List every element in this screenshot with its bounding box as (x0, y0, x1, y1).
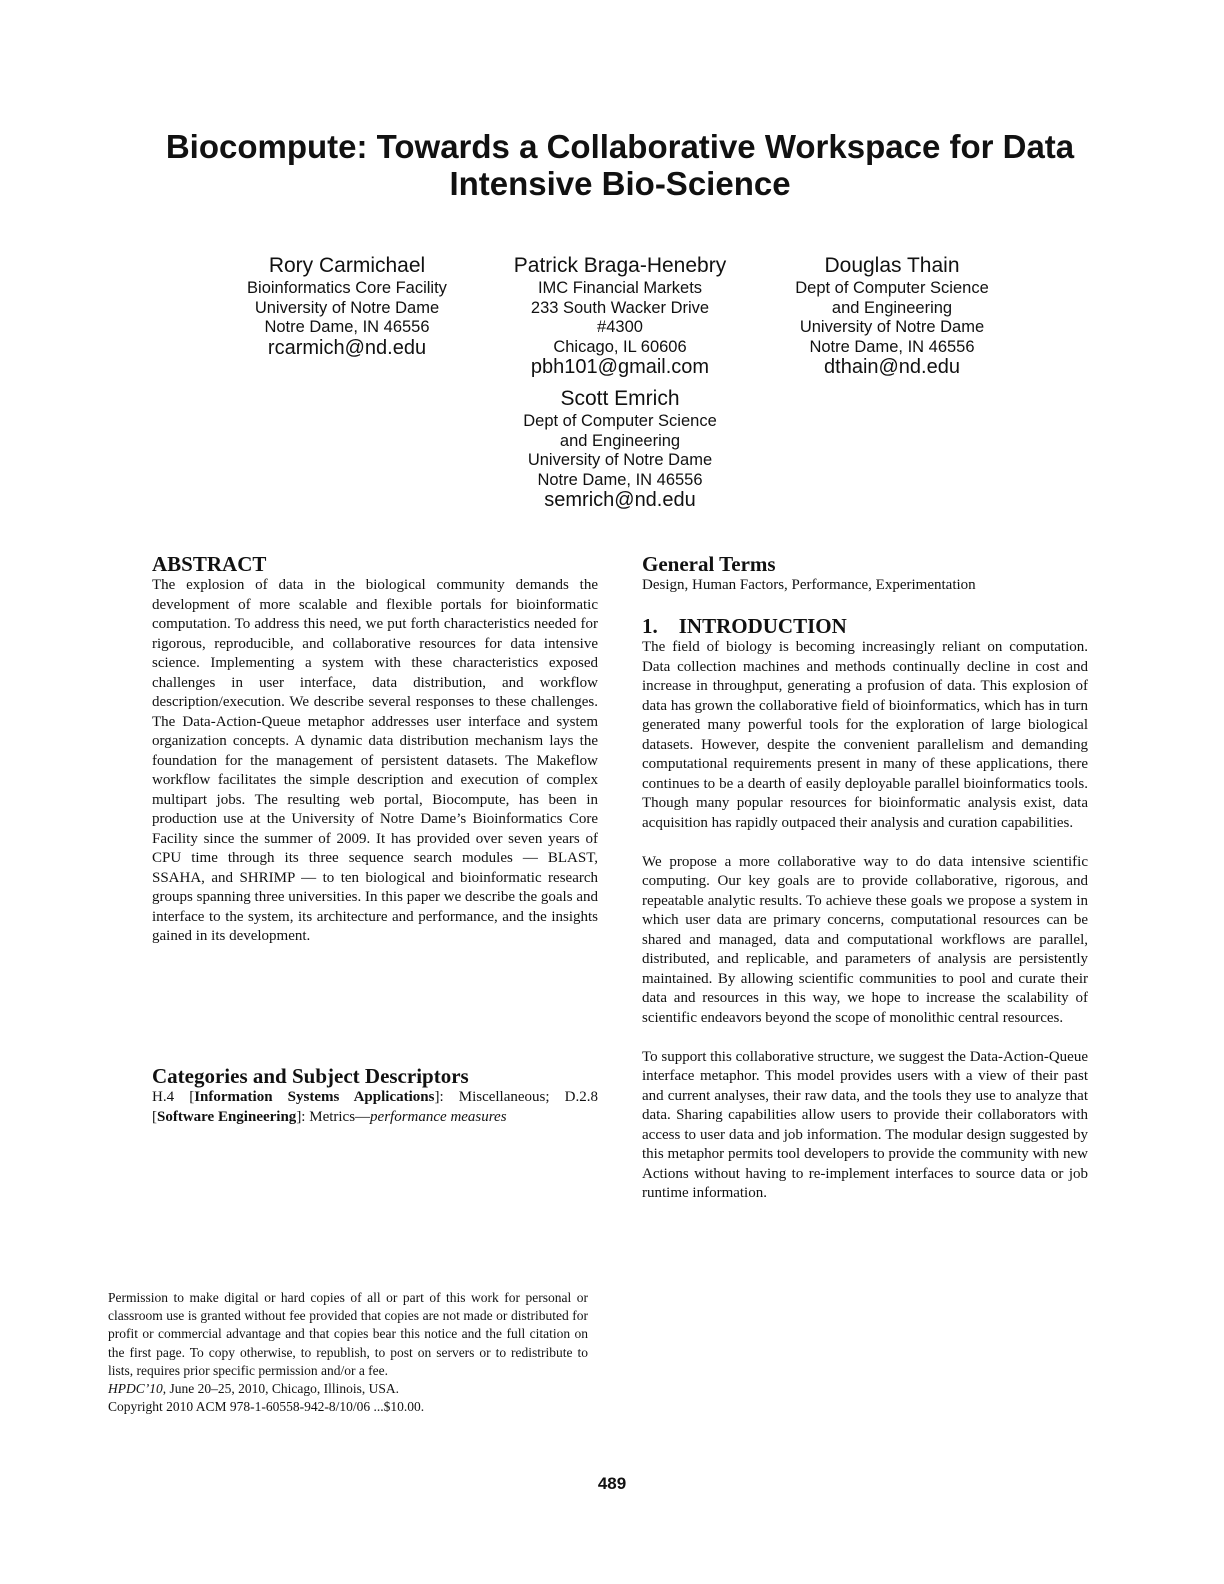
category-d28-code: D.2.8 [ (152, 1089, 599, 1125)
category-d28-rest: ]: Metrics— (296, 1108, 371, 1125)
introduction-section (642, 614, 1088, 1204)
category-h4-code: H.4 [ (152, 1089, 195, 1105)
author-affiliation-line: Bioinformatics Core Facility (247, 279, 447, 297)
categories-text (152, 1088, 598, 1127)
conference-line (108, 1380, 588, 1398)
author-affiliation-line: Notre Dame, IN 46556 (809, 337, 975, 356)
categories-section (152, 1064, 598, 1127)
author-name: Douglas Thain (824, 254, 960, 277)
author-block-carmichael (197, 253, 497, 359)
author-affiliation-line: and Engineering (559, 431, 681, 450)
general-terms-heading: General Terms (642, 552, 776, 576)
permission-notice (108, 1289, 588, 1416)
author-affiliation-line: Dept of Computer Science (795, 279, 989, 297)
author-name: Scott Emrich (560, 387, 680, 410)
author-block-emrich (470, 386, 770, 511)
title-line-1: Biocompute: Towards a Collaborative Workspace for Data (165, 128, 1075, 165)
page-number: 489 (597, 1474, 627, 1493)
author-affiliation-line: 233 South Wacker Drive (530, 298, 710, 317)
permission-text: Permission to make digital or hard copies of all or part of this work for personal or classroom use is granted without fee provided that copies are not made or distributed for profit or commercial advantage and that copies bear this notice and the full citation on the first page. To copy otherwise, to republish, to post on servers or to redistribute to lists, requires prior specific permission and/or a fee. (108, 1290, 588, 1378)
abstract-heading: ABSTRACT (152, 552, 267, 576)
introduction-paragraph: We propose a more collaborative way to do data intensive scientific computing. Our key goals are to provide collaborative, rigorous, and repeatable analytic results. To achieve these goals we propose a system in which user data are primary concerns, computational resources can be shared and managed, data and computational workflows are parallel, distributed, and replicable, and parameters of analysis are persistently maintained. By allowing scientific communities to pool and curate their data and resources in this way, we hope to increase the scalability of scientific endeavors beyond the scope of monolithic central resources. (642, 853, 1088, 1026)
copyright-line: Copyright 2010 ACM 978-1-60558-942-8/10/06 ...$10.00. (108, 1399, 425, 1415)
category-d28-italic: performance measures (370, 1108, 507, 1125)
title-line-2: Intensive Bio-Science (449, 165, 791, 202)
author-affiliation-line: University of Notre Dame (799, 318, 985, 336)
category-h4-rest: ]: Miscellaneous; (434, 1089, 550, 1105)
category-d28-name: Software Engineering (157, 1108, 297, 1125)
category-h4-name: Information Systems Applications (194, 1089, 435, 1105)
categories-heading: Categories and Subject Descriptors (152, 1064, 469, 1088)
author-affiliation-line: University of Notre Dame (254, 298, 440, 317)
author-email: rcarmich@nd.edu (267, 336, 427, 359)
author-email: dthain@nd.edu (824, 356, 960, 378)
author-block-thain (742, 253, 1042, 378)
introduction-heading: 1. INTRODUCTION (642, 614, 847, 638)
author-affiliation-line: #4300 (597, 318, 643, 336)
abstract-section (152, 552, 598, 947)
author-affiliation-line: University of Notre Dame (527, 451, 713, 469)
conference-name: HPDC’10 (108, 1381, 163, 1397)
introduction-paragraph: To support this collaborative structure, we suggest the Data-Action-Queue interface metaphor. This model provides users with a view of their past and current analyses, their raw data, and the tools they use to analyze that data. Sharing capabilities allow users to provide their collaborators with access to user data and job information. The modular design suggested by this metaphor permits tool developers to provide the community with new Actions without having to re-implement interfaces to source data or job runtime information. (642, 1048, 1088, 1201)
general-terms-section (642, 552, 1088, 596)
author-affiliation-line: Dept of Computer Science (523, 412, 717, 430)
author-affiliation-line: Notre Dame, IN 46556 (537, 470, 703, 489)
author-name: Rory Carmichael (268, 254, 426, 277)
author-affiliation-line: IMC Financial Markets (537, 279, 703, 297)
conference-details: , June 20–25, 2010, Chicago, Illinois, USA. (162, 1381, 399, 1397)
author-email: semrich@nd.edu (544, 489, 696, 511)
author-block-braga-henebry (470, 253, 770, 378)
general-terms-text: Design, Human Factors, Performance, Experimentation (642, 577, 976, 593)
author-email: pbh101@gmail.com (530, 356, 710, 378)
author-affiliation-line: Chicago, IL 60606 (553, 337, 687, 356)
author-name: Patrick Braga-Henebry (513, 254, 727, 277)
author-affiliation-line: Notre Dame, IN 46556 (264, 318, 430, 336)
introduction-paragraph: The field of biology is becoming increasingly reliant on computation. Data collection machines and methods continually decline in cost and increase in throughput, generating a profusion of data. This explosion of data has grown the collaborative field of bioinformatics, which has in turn generated many powerful tools for the exploration of large biological datasets. However, despite the convenient parallelism and demanding computational requirements present in many of these applications, there continues to be a dearth of easily deployable parallel bioinformatics tools. Though many popular resources for bioinformatic analysis exist, data acquisition has rapidly outpaced their analysis and curation capabilities. (642, 639, 1088, 831)
author-affiliation-line: and Engineering (831, 298, 953, 317)
abstract-text: The explosion of data in the biological community demands the development of more scalable and flexible portals for bioinformatic computation. To address this need, we put forth characteristics needed for rigorous, reproducible, and collaborative resources for data intensive science. Implementing a system with these characteristics exposed challenges in user interface, data distribution, and workflow description/execution. We describe several responses to these challenges. The Data-Action-Queue metaphor addresses user interface and system organization concepts. A dynamic data distribution mechanism lays the foundation for the management of persistent datasets. The Makeflow workflow facilitates the simple description and execution of complex multipart jobs. The resulting web portal, Biocompute, has been in production use at the University of Notre Dame’s Bioinformatics Core Facility since the summer of 2009. It has provided over seven years of CPU time through its three sequence search modules — BLAST, SSAHA, and SHRIMP — to ten biological and bioinformatic research groups spanning three universities. In this paper we describe the goals and interface to the system, its architecture and performance, and the insights gained in its development. (152, 577, 598, 944)
paper-title (100, 128, 1140, 202)
